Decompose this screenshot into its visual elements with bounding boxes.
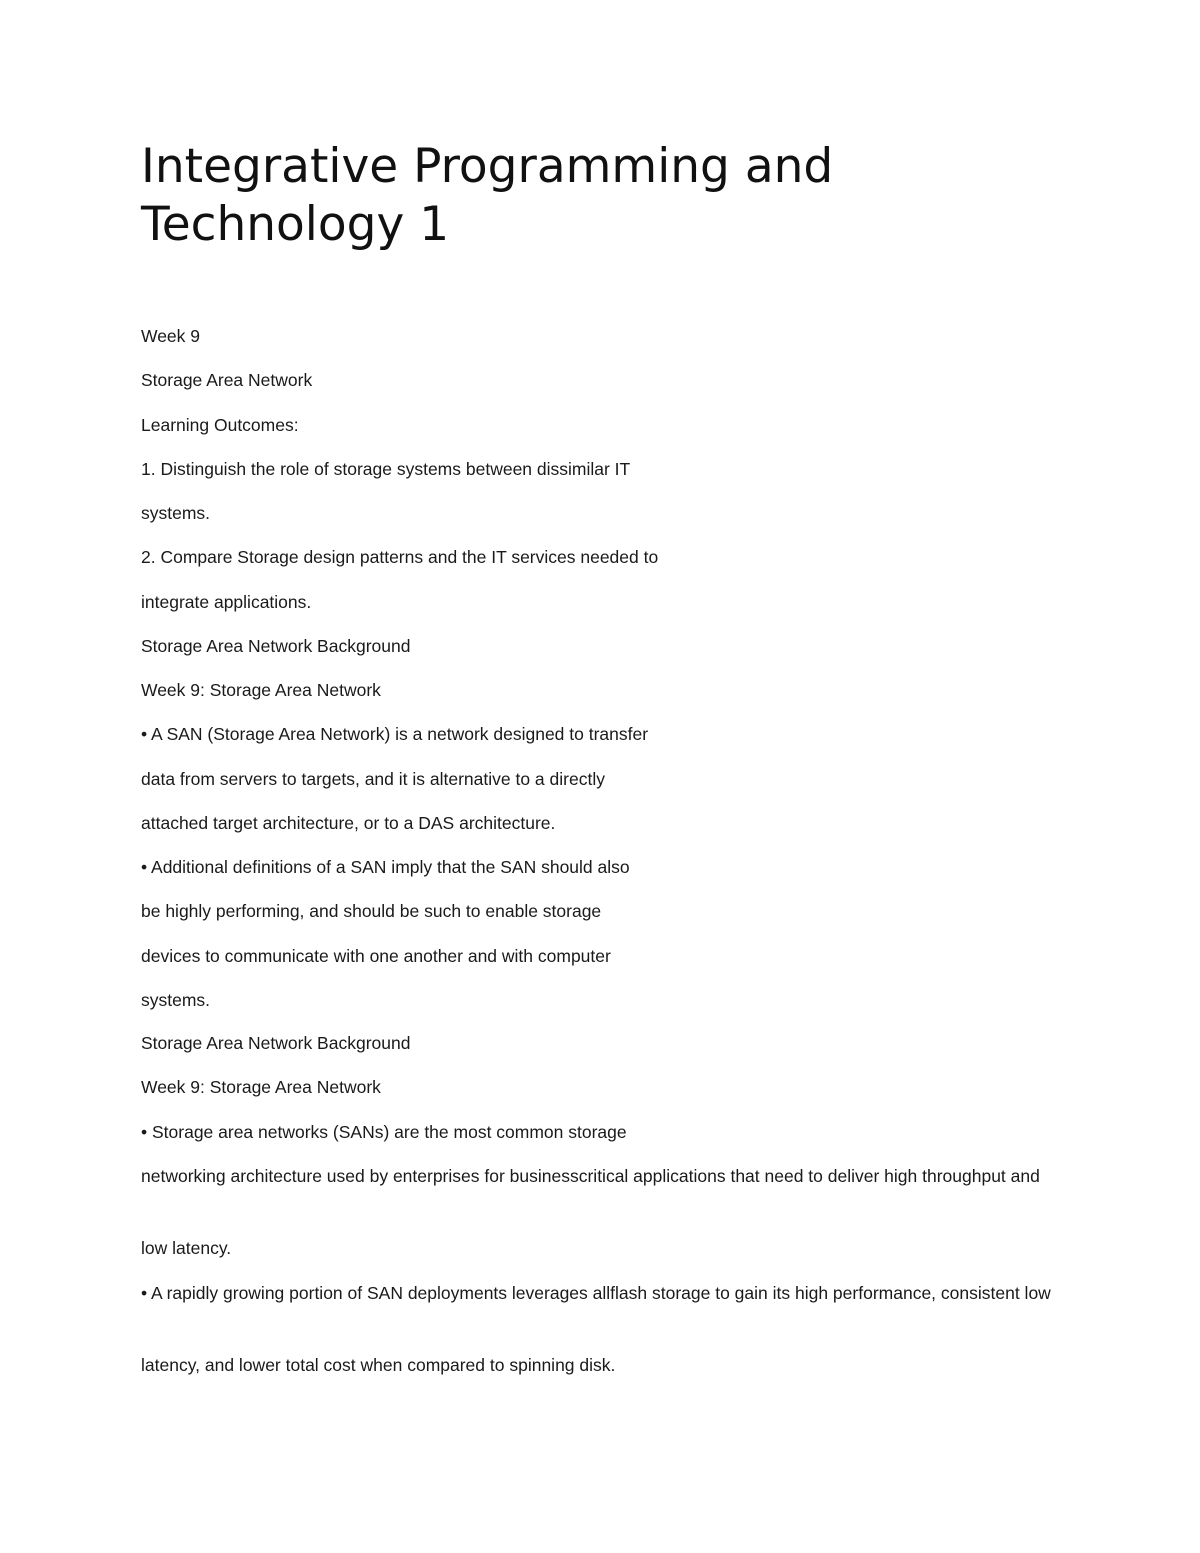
section-subheading-week-2: Week 9: Storage Area Network bbox=[141, 1077, 381, 1097]
bullet-additional-definitions-line-3: devices to communicate with one another and with computer bbox=[141, 946, 611, 966]
section-heading-background-2: Storage Area Network Background bbox=[141, 1033, 411, 1053]
bullet-san-definition-line-1: • A SAN (Storage Area Network) is a network designed to transfer bbox=[141, 724, 649, 744]
bullet-common-architecture-line-2: networking architecture used by enterprises for businesscritical applications that need to deliver high throughput and bbox=[141, 1166, 1040, 1186]
topic-heading: Storage Area Network bbox=[141, 370, 313, 390]
title-line-2: Technology 1 bbox=[141, 197, 450, 252]
bullet-san-definition-line-3: attached target architecture, or to a DAS architecture. bbox=[141, 813, 556, 833]
bullet-common-architecture-line-3: low latency. bbox=[141, 1238, 232, 1258]
outcome-2-line-2: integrate applications. bbox=[141, 592, 312, 612]
bullet-additional-definitions-line-2: be highly performing, and should be such to enable storage bbox=[141, 901, 602, 921]
document-title bbox=[141, 138, 1041, 254]
bullet-allflash-line-2: latency, and lower total cost when compared to spinning disk. bbox=[141, 1355, 616, 1375]
section-heading-background-1: Storage Area Network Background bbox=[141, 636, 411, 656]
learning-outcomes-heading: Learning Outcomes: bbox=[141, 415, 299, 435]
outcome-1-line-1: 1. Distinguish the role of storage systems between dissimilar IT bbox=[141, 459, 631, 479]
bullet-additional-definitions-line-1: • Additional definitions of a SAN imply that the SAN should also bbox=[141, 857, 630, 877]
bullet-allflash-line-1: • A rapidly growing portion of SAN deployments leverages allflash storage to gain its high performance, consistent low bbox=[141, 1283, 1051, 1303]
title-line-1: Integrative Programming and bbox=[141, 139, 834, 194]
section-subheading-week-1: Week 9: Storage Area Network bbox=[141, 680, 381, 700]
bullet-san-definition-line-2: data from servers to targets, and it is alternative to a directly bbox=[141, 769, 605, 789]
outcome-1-line-2: systems. bbox=[141, 503, 211, 523]
bullet-additional-definitions-line-4: systems. bbox=[141, 990, 211, 1010]
bullet-common-architecture-line-1: • Storage area networks (SANs) are the most common storage bbox=[141, 1122, 627, 1142]
week-label: Week 9 bbox=[141, 326, 201, 346]
outcome-2-line-1: 2. Compare Storage design patterns and the IT services needed to bbox=[141, 547, 659, 567]
